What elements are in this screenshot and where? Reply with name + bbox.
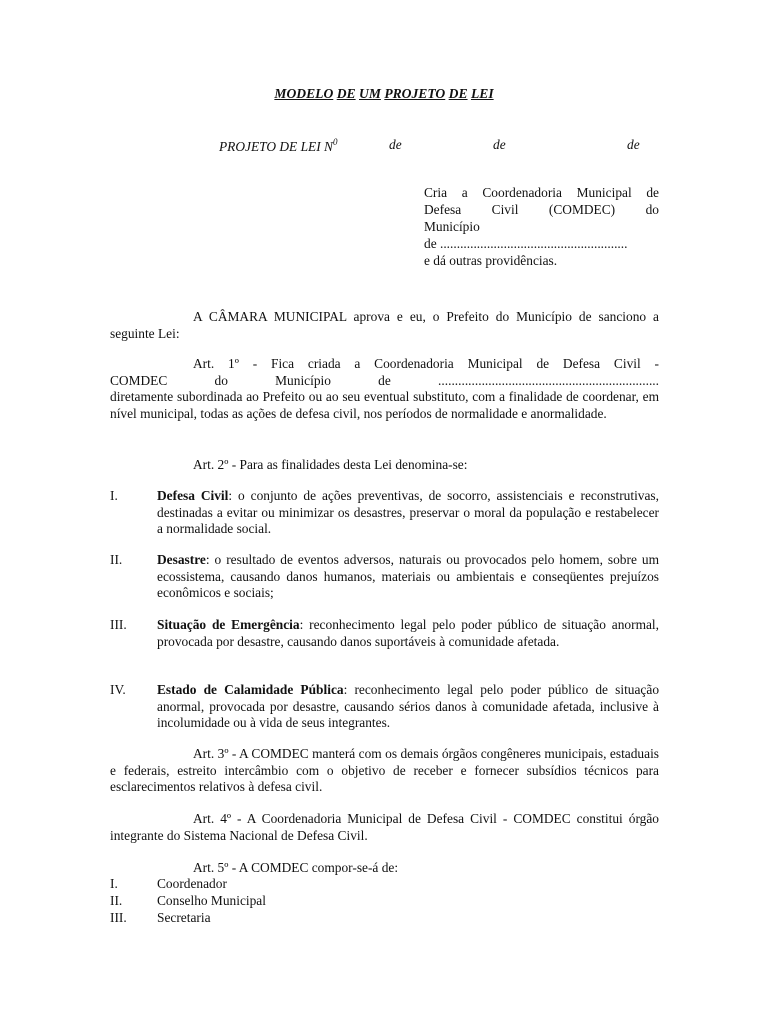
definition-text: : reconhecimento legal pelo poder público de situação anormal, provocada por desastre, causando danos suportáveis à comunidade afetada. <box>157 617 659 649</box>
list-label: Coordenador <box>157 876 227 891</box>
ementa-line: de ........................................................ <box>424 236 628 251</box>
ementa-line: Defesa Civil (COMDEC) do <box>424 202 659 217</box>
definition-text: : o conjunto de ações preventivas, de socorro, assistenciais e reconstrutivas, destinadas a evitar ou minimizar os desastres, preservar o moral da população e restabelecer a normalidade social. <box>157 488 659 537</box>
date-de-1: de <box>389 137 402 152</box>
title-word: DE <box>336 86 356 101</box>
definition-term: Defesa Civil <box>157 488 229 503</box>
article-1 <box>110 356 659 422</box>
project-number-label: PROJETO DE LEI $N^0$ <box>219 137 338 154</box>
ementa-block <box>424 184 659 269</box>
list-item <box>110 876 227 893</box>
list-label: Secretaria <box>157 910 211 925</box>
definition-term: Estado de Calamidade Pública <box>157 682 344 697</box>
title-word: LEI <box>470 86 494 101</box>
title-word: PROJETO <box>384 86 446 101</box>
definition-term: Desastre <box>157 552 206 567</box>
article-1-line-1: Art. 1º - Fica criada a Coordenadoria Municipal de Defesa Civil - <box>193 356 659 371</box>
ementa-line: Município <box>424 219 480 234</box>
definition-text: : reconhecimento legal pelo poder público de situação anormal, provocada por desastre, causando sérios danos à comunidade afetada, inclusive à incolumidade ou à vida de seus integrantes. <box>157 682 660 731</box>
article-4: Art. 4º - A Coordenadoria Municipal de Defesa Civil - COMDEC constitui órgão integrante do Sistema Nacional de Defesa Civil. <box>110 811 659 843</box>
list-number: II. <box>110 893 123 908</box>
definition-number: I. <box>110 488 118 503</box>
ementa-line: Cria a Coordenadoria Municipal de <box>424 185 659 200</box>
title-word: UM <box>359 86 381 101</box>
definition-item <box>110 682 659 732</box>
article-1-rest: diretamente subordinada ao Prefeito ou ao seu eventual substituto, com a finalidade de coordenar, em nível municipal, todas as ações de defesa civil, nos períodos de normalidade e anormalidade. <box>110 389 659 421</box>
list-item <box>110 910 211 927</box>
definition-text: : o resultado de eventos adversos, naturais ou provocados pelo homem, sobre um ecossistema, causando danos humanos, materiais ou ambientais e conseqüentes prejuízos econômicos e sociais; <box>157 552 659 601</box>
definition-term: Situação de Emergência <box>157 617 300 632</box>
date-de-3: de <box>627 137 640 152</box>
article-2: Art. 2º - Para as finalidades desta Lei denomina-se: <box>193 457 468 472</box>
definition-item <box>110 488 659 538</box>
title-word: DE <box>448 86 468 101</box>
ementa-line: e dá outras providências. <box>424 253 558 268</box>
date-de-2: de <box>493 137 506 152</box>
definition-number: III. <box>110 617 127 632</box>
list-number: I. <box>110 876 118 891</box>
article-3: Art. 3º - A COMDEC manterá com os demais órgãos congêneres municipais, estaduais e federais, estreito intercâmbio com o objetivo de receber e fornecer subsídios técnicos para esclarecimentos relativos à defesa civil. <box>110 746 659 795</box>
superscript-zero: 0 <box>332 137 338 147</box>
definition-item <box>110 617 659 650</box>
preamble-paragraph: A CÂMARA MUNICIPAL aprova e eu, o Prefeito do Município de sanciono a seguinte Lei: <box>110 309 659 341</box>
document-title <box>0 86 768 102</box>
list-number: III. <box>110 910 127 925</box>
title-word: MODELO <box>274 86 334 101</box>
list-item <box>110 893 266 910</box>
definition-number: II. <box>110 552 123 567</box>
definition-item <box>110 552 659 602</box>
article-5: Art. 5º - A COMDEC compor-se-á de: <box>193 860 399 875</box>
list-label: Conselho Municipal <box>157 893 266 908</box>
article-1-line-2: COMDEC do Município de .................................................................. <box>110 372 659 388</box>
definition-number: IV. <box>110 682 126 697</box>
